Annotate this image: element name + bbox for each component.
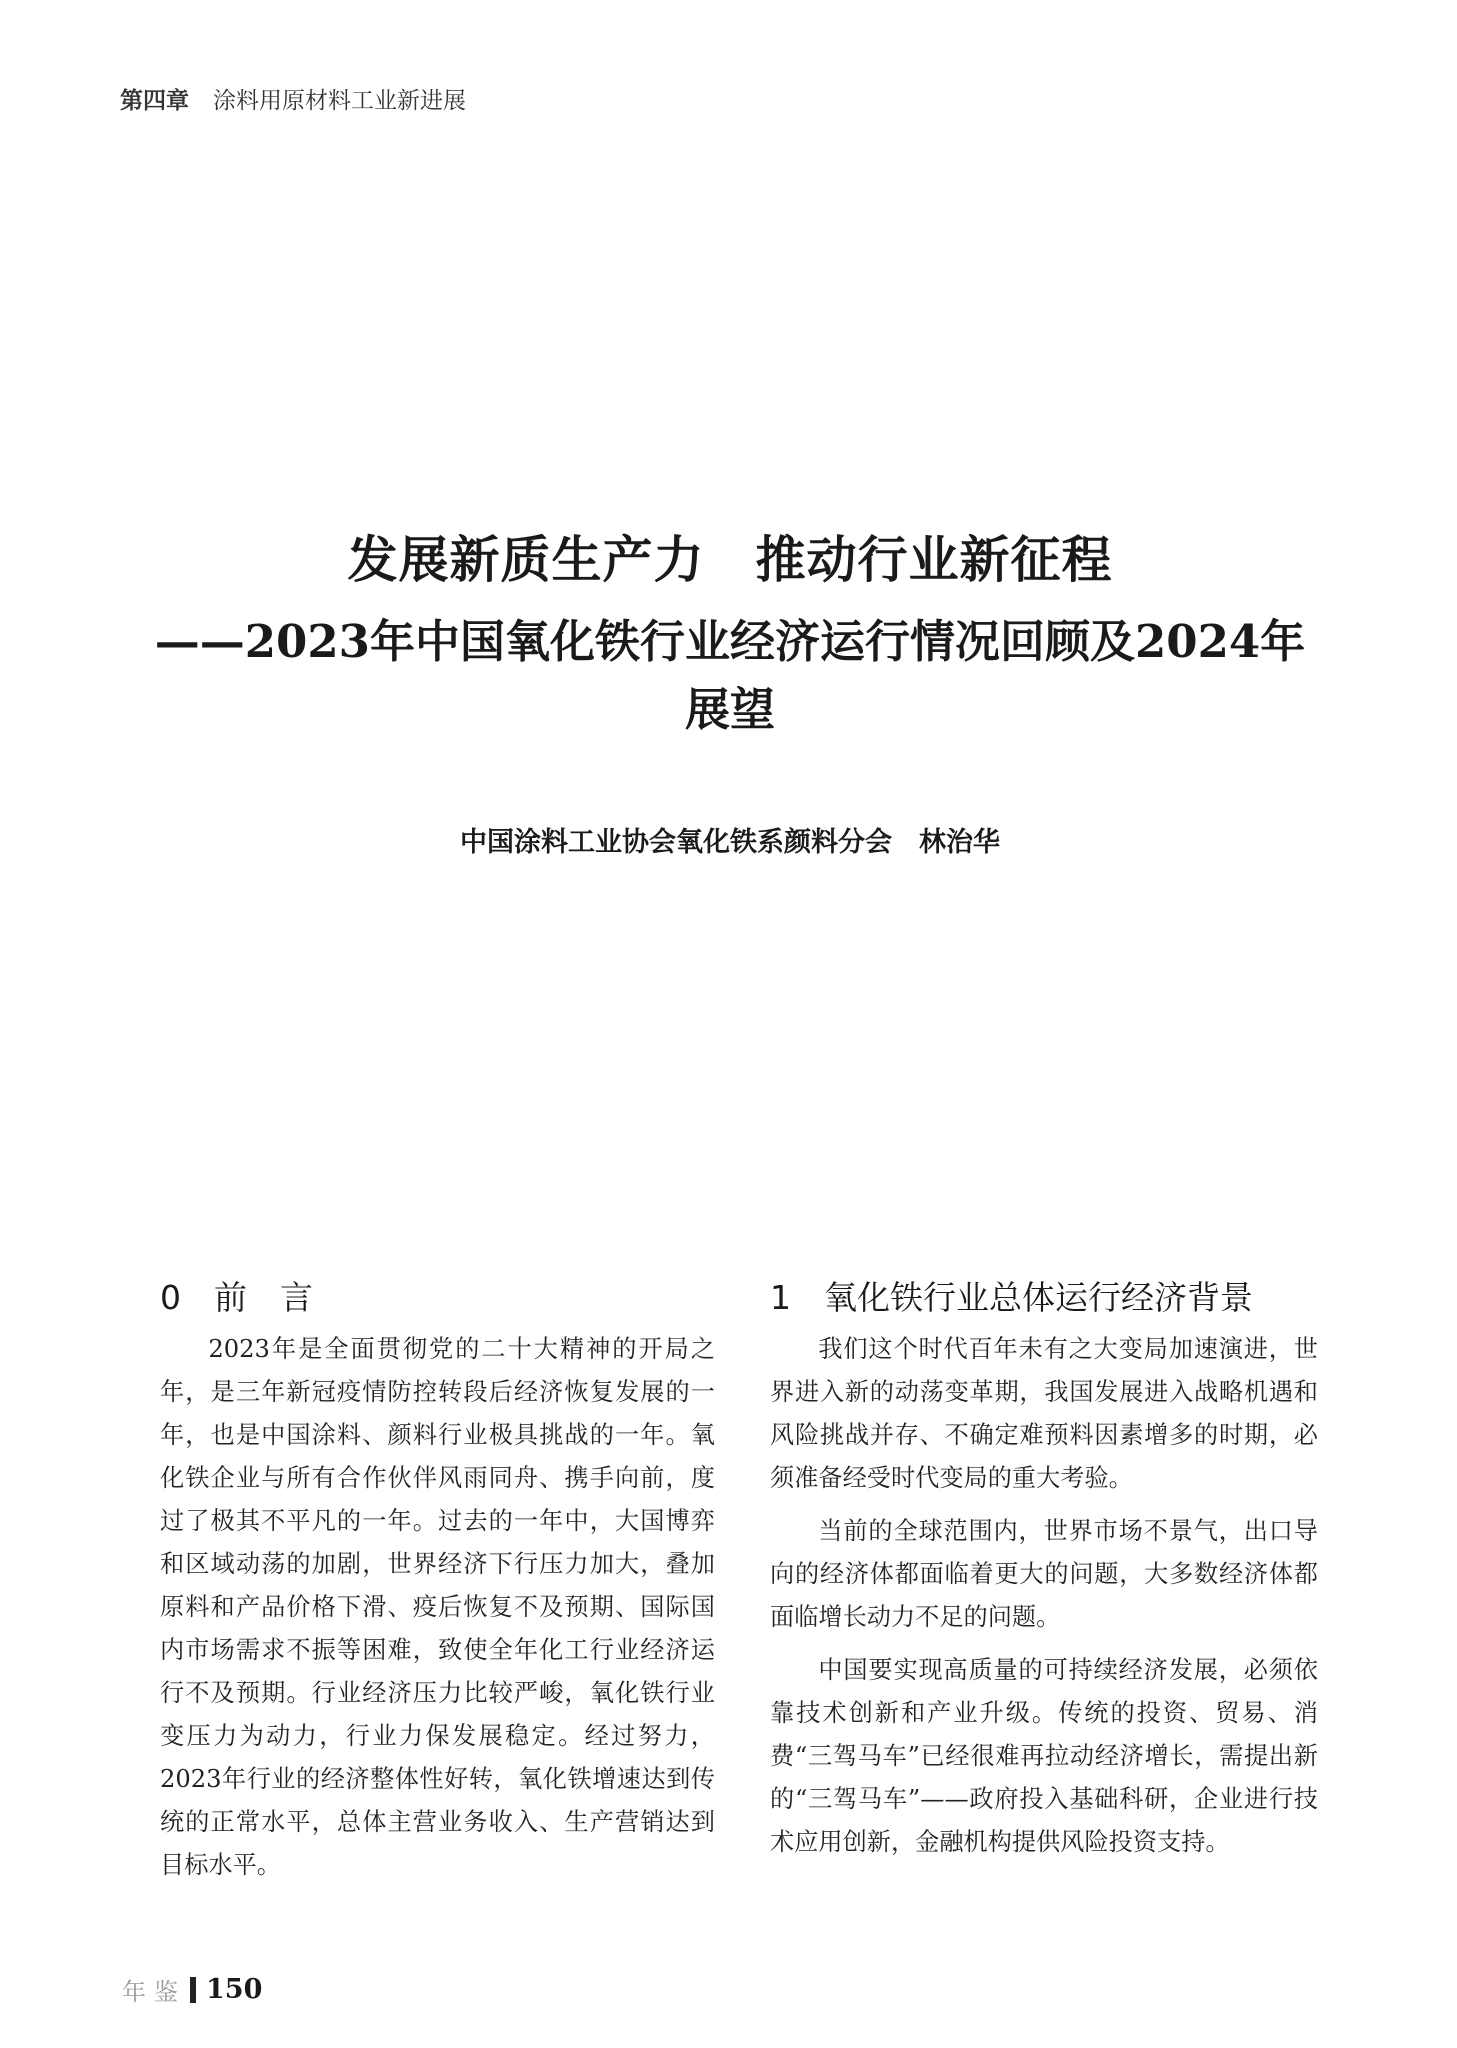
article-title: 发展新质生产力 推动行业新征程 xyxy=(347,530,1113,589)
article-title-block xyxy=(150,530,1310,744)
chapter-label: 第四章 xyxy=(120,88,189,114)
page-footer xyxy=(122,1972,262,2007)
section-preface xyxy=(160,1272,715,1887)
running-head xyxy=(120,82,466,115)
section-heading: 0 前 言 xyxy=(160,1278,313,1317)
section-economic-background xyxy=(770,1272,1318,1864)
body-paragraph: 当前的全球范围内，世界市场不景气，出口导向的经济体都面临着更大的问题，大多数经济体都面临增长动力不足的问题。 xyxy=(770,1517,1318,1631)
page-number: 150 xyxy=(206,1974,263,2005)
body-paragraph: 我们这个时代百年未有之大变局加速演进，世界进入新的动荡变革期，我国发展进入战略机遇和风险挑战并存、不确定难预料因素增多的时期，必须准备经受时代变局的重大考验。 xyxy=(770,1335,1318,1492)
section-heading: 1 氧化铁行业总体运行经济背景 xyxy=(770,1278,1253,1317)
article-subtitle: ——2023年中国氧化铁行业经济运行情况回顾及2024年展望 xyxy=(154,615,1306,736)
chapter-title: 涂料用原材料工业新进展 xyxy=(213,88,466,114)
body-paragraph: 2023年是全面贯彻党的二十大精神的开局之年，是三年新冠疫情防控转段后经济恢复发展的一年，也是中国涂料、颜料行业极具挑战的一年。氧化铁企业与所有合作伙伴风雨同舟、携手向前，度过了极其不平凡的一年。过去的一年中，大国博弈和区域动荡的加剧，世界经济下行压力加大，叠加原料和产品价格下滑、疫后恢复不及预期、国际国内市场需求不振等困难，致使全年化工行业经济运行不及预期。行业经济压力比较严峻，氧化铁行业变压力为动力，行业力保发展稳定。经过努力，2023年行业的经济整体性好转，氧化铁增速达到传统的正常水平，总体主营业务收入、生产营销达到目标水平。 xyxy=(160,1335,715,1879)
yearbook-label: 年鉴 xyxy=(122,1978,186,2006)
folio-divider xyxy=(190,1977,196,2003)
author-line: 中国涂料工业协会氧化铁系颜料分会 林治华 xyxy=(460,827,1000,858)
body-paragraph: 中国要实现高质量的可持续经济发展，必须依靠技术创新和产业升级。传统的投资、贸易、消费“三驾马车”已经很难再拉动经济增长，需提出新的“三驾马车”——政府投入基础科研，企业进行技术应用创新，金融机构提供风险投资支持。 xyxy=(770,1656,1318,1856)
